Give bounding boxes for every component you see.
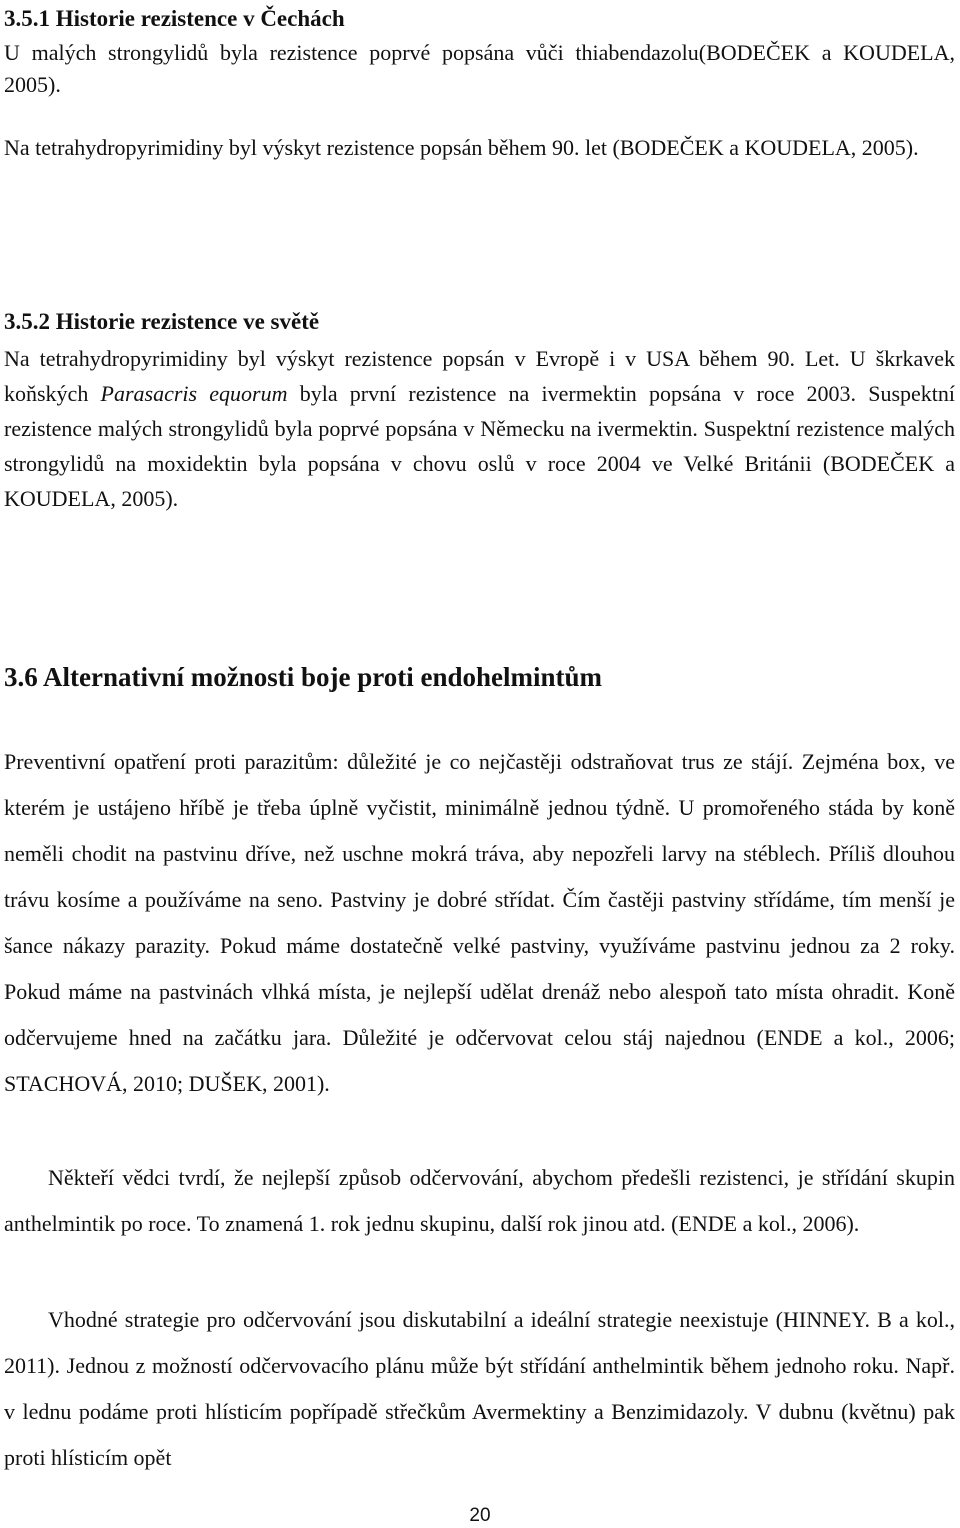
section-heading-3-5-1: 3.5.1 Historie rezistence v Čechách xyxy=(4,6,345,31)
species-name-italic: Parasacris equorum xyxy=(100,381,288,406)
section-heading-3-5-2: 3.5.2 Historie rezistence ve světě xyxy=(4,309,320,334)
paragraph-3-5-1-a: U malých strongylidů byla rezistence poprvé popsána vůči thiabendazolu(BODEČEK a KOUDELA, 2005). xyxy=(4,40,955,97)
paragraph-3-6-c: Vhodné strategie pro odčervování jsou diskutabilní a ideální strategie neexistuje (HINNEY. B a kol., 2011). Jednou z možností odčervovacího plánu může být střídání anthelmintik během jednoho roku. Např. v lednu podáme proti hlísticím popřípadě střečkům Avermektiny a Benzimidazoly. V dubnu (květnu) pak proti hlísticím opět xyxy=(4,1307,955,1470)
paragraph-3-5-2-text-start: Na tetrahydropyrimidiny byl výskyt rezistence popsán v Evropě i v USA během 90. Let. U škrkavek koňských xyxy=(4,346,955,406)
paragraph-3-5-2 xyxy=(4,341,955,516)
section-heading-3-6: 3.6 Alternativní možnosti boje proti endohelmintům xyxy=(4,662,603,692)
paragraph-3-5-1-b: Na tetrahydropyrimidiny byl výskyt rezistence popsán během 90. let (BODEČEK a KOUDELA, 2005). xyxy=(4,135,919,160)
paragraph-3-6-a: Preventivní opatření proti parazitům: důležité je co nejčastěji odstraňovat trus ze stájí. Zejména box, ve kterém je ustájeno hříbě je třeba úplně vyčistit, minimálně jednou týdně. U promořeného stáda by koně neměli chodit na pastvinu dříve, než uschne mokrá tráva, aby nepozřeli larvy na stéblech. Příliš dlouhou trávu kosíme a používáme na seno. Pastviny je dobré střídat. Čím častěji pastviny střídáme, tím menší je šance nákazy parazity. Pokud máme dostatečně velké pastviny, využíváme pastvinu jednou za 2 roky. Pokud máme na pastvinách vlhká místa, je nejlepší udělat drenáž nebo alespoň tato místa ohradit. Koně odčervujeme hned na začátku jara. Důležité je odčervovat celou stáj najednou (ENDE a kol., 2006; STACHOVÁ, 2010; DUŠEK, 2001). xyxy=(4,749,955,1096)
paragraph-3-6-b: Někteří vědci tvrdí, že nejlepší způsob odčervování, abychom předešli rezistenci, je střídání skupin anthelmintik po roce. To znamená 1. rok jednu skupinu, další rok jinou atd. (ENDE a kol., 2006). xyxy=(4,1165,955,1236)
page-number: 20 xyxy=(469,1505,491,1526)
paragraph-3-5-2-text-end: byla první rezistence na ivermektin popsána v roce 2003. Suspektní rezistence malých strongylidů byla poprvé popsána v Německu na ivermektin. Suspektní rezistence malých strongylidů na moxidektin byla popsána v chovu oslů v roce 2004 ve Velké Británii (BODEČEK a KOUDELA, 2005). xyxy=(4,381,956,511)
